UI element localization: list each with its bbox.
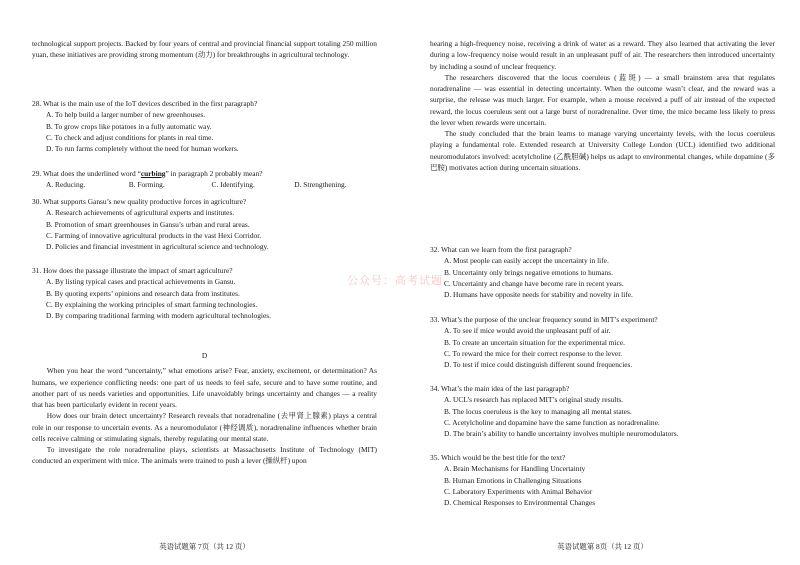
passage-c-ending bbox=[32, 38, 377, 61]
watermark: 公众号：高考试题 bbox=[347, 274, 443, 287]
option-c: C. Farming of innovative agricultural products in the vast Hexi Corridor. bbox=[46, 230, 262, 240]
option-a: A. Reducing. bbox=[46, 180, 86, 190]
question-stem: 31. How does the passage illustrate the impact of smart agriculture? bbox=[32, 266, 233, 275]
question-stem: 34. What’s the main idea of the last paragraph? bbox=[430, 384, 570, 393]
question-stem: 29. What does the underlined word “curbing” in paragraph 2 probably mean? bbox=[32, 169, 263, 178]
question-30 bbox=[32, 196, 377, 252]
passage-paragraph: The study concluded that the brain learns to manage varying uncertainty levels, with the locus coeruleus playing a fundamental role. Extended research at University College London (UCL) identified two additional neuromodulators involved: acetylcholine (乙酰胆碱) helps us adapt to environmental changes, while dopamine (多巴胺) motivates action during uncertain situations. bbox=[430, 129, 775, 172]
section-letter: D bbox=[201, 351, 208, 360]
option-c: C. Acetylcholine and dopamine have the same function as noradrenaline. bbox=[444, 417, 660, 427]
question-33 bbox=[430, 314, 775, 370]
option-c: C. To reward the mice for their correct response to the lever. bbox=[444, 348, 623, 358]
left-page bbox=[32, 0, 377, 565]
option-b: B. By quoting experts’ opinions and research data from institutes. bbox=[46, 288, 240, 298]
option-d: D. Policies and financial investment in agricultural science and technology. bbox=[46, 242, 269, 251]
option-d: D. The brain’s ability to handle uncertainty involves multiple neuromodulators. bbox=[444, 429, 679, 438]
option-a: A. Brain Mechanisms for Handling Uncertainty bbox=[444, 464, 586, 474]
underlined-word: curbing bbox=[140, 169, 166, 178]
option-d: D. To run farms completely without the need for human workers. bbox=[46, 144, 239, 153]
passage-paragraph: hearing a high-frequency noise, receiving a drink of water as a reward. They also learned that activating the lever during a low-frequency noise would result in an unpleasant puff of air. The researchers then introduced uncertainty by including a sound of unclear frequency. bbox=[430, 39, 775, 71]
option-b: B. The locus coeruleus is the key to managing all mental states. bbox=[444, 406, 632, 416]
option-c: C. To check and adjust conditions for plants in real time. bbox=[46, 132, 214, 142]
option-d: D. Strengthening. bbox=[294, 180, 347, 190]
question-stem: 30. What supports Gansu’s new quality productive forces in agriculture? bbox=[32, 197, 247, 206]
passage-paragraph: How does our brain detect uncertainty? Research reveals that noradrenaline (去甲肾上腺素) plays a central role in our response to uncertain events. As a neuromodulator (神经调质), noradrenaline influences whether brain cells receive calming or stimulating signals, thereby regulating our mental state. bbox=[32, 411, 377, 443]
option-d: D. To test if mice could distinguish different sound frequencies. bbox=[444, 360, 633, 369]
question-28 bbox=[32, 98, 377, 154]
passage-paragraph: When you hear the word “uncertainty,” what emotions arise? Fear, anxiety, excitement, or determination? As humans, we experience conflicting needs: one part of us needs to feel safe, secure and to have some routine, and another part of us needs varieties and opportunities. Life unavoidably brings uncertainty and changes — a reality that has been particularly evident in recent years. bbox=[32, 366, 377, 409]
option-c: C. Identifying. bbox=[211, 180, 255, 190]
option-a: A. To see if mice would avoid the unpleasant puff of air. bbox=[444, 326, 611, 336]
option-a: A. Research achievements of agricultural experts and institutes. bbox=[46, 208, 235, 218]
question-29 bbox=[32, 168, 377, 191]
right-page bbox=[430, 0, 775, 565]
option-b: B. To grow crops like potatoes in a fully automatic way. bbox=[46, 121, 212, 131]
option-c: C. By explaining the working principles of smart farming technologies. bbox=[46, 299, 258, 309]
option-c: C. Laboratory Experiments with Animal Behavior bbox=[444, 486, 593, 496]
question-stem: 28. What is the main use of the IoT devices described in the first paragraph? bbox=[32, 99, 258, 108]
option-b: B. Forming. bbox=[128, 180, 165, 190]
option-b: B. Human Emotions in Challenging Situations bbox=[444, 475, 582, 485]
option-a: A. By listing typical cases and practical achievements in Gansu. bbox=[46, 277, 236, 287]
question-stem: 32. What can we learn from the first paragraph? bbox=[430, 245, 572, 254]
passage-paragraph: To investigate the role noradrenaline plays, scientists at Massachusetts Institute of Technology (MIT) conducted an experiment with mice. The animals were trained to push a lever (操纵杆) upon bbox=[32, 445, 377, 466]
option-d: D. By comparing traditional farming with modern agricultural technologies. bbox=[46, 311, 271, 320]
option-a: A. UCL’s research has replaced MIT’s original study results. bbox=[444, 395, 624, 405]
question-32 bbox=[430, 244, 775, 300]
question-35 bbox=[430, 452, 775, 508]
option-d: D. Humans have opposite needs for stability and novelty in life. bbox=[444, 290, 633, 299]
options-row bbox=[46, 179, 377, 190]
option-a: A. Most people can easily accept the uncertainty in life. bbox=[444, 256, 609, 266]
passage-d bbox=[32, 350, 377, 467]
page-footer: 英语试题第 8页（共 12 页） bbox=[557, 541, 648, 551]
passage-paragraph: The researchers discovered that the locus coeruleus (蓝斑) — a small brainstem area that regulates noradrenaline — was essential in detecting uncertainty. When the outcome wasn’t clear, and the reward was a surprise, the release was much larger. For example, when a mouse received a puff of air instead of the expected reward, the locus coeruleus sent out a large burst of noradrenaline. Over time, the mice became less likely to press the lever when rewards were uncertain. bbox=[430, 72, 775, 127]
option-a: A. To help build a larger number of new greenhouses. bbox=[46, 110, 206, 120]
option-c: C. Uncertainty and change have become rare in recent years. bbox=[444, 278, 624, 288]
question-stem: 35. Which would be the best title for the text? bbox=[430, 453, 566, 462]
option-d: D. Chemical Responses to Environmental Changes bbox=[444, 498, 596, 507]
question-stem: 33. What’s the purpose of the unclear frequency sound in MIT’s experiment? bbox=[430, 315, 658, 324]
passage-d-continued bbox=[430, 38, 775, 173]
option-b: B. Promotion of smart greenhouses in Gansu’s urban and rural areas. bbox=[46, 219, 250, 229]
option-b: B. Uncertainty only brings negative emotions to humans. bbox=[444, 267, 613, 277]
page-footer: 英语试题第 7页（共 12 页） bbox=[159, 541, 250, 551]
option-b: B. To create an uncertain situation for the experimental mice. bbox=[444, 337, 625, 347]
question-34 bbox=[430, 383, 775, 439]
question-31 bbox=[32, 265, 377, 321]
intro-paragraph: technological support projects. Backed by four years of central and provincial financial support totaling 250 million yuan, these initiatives are providing strong momentum (动力) for breakthroughs in agricultural technology. bbox=[32, 39, 377, 60]
